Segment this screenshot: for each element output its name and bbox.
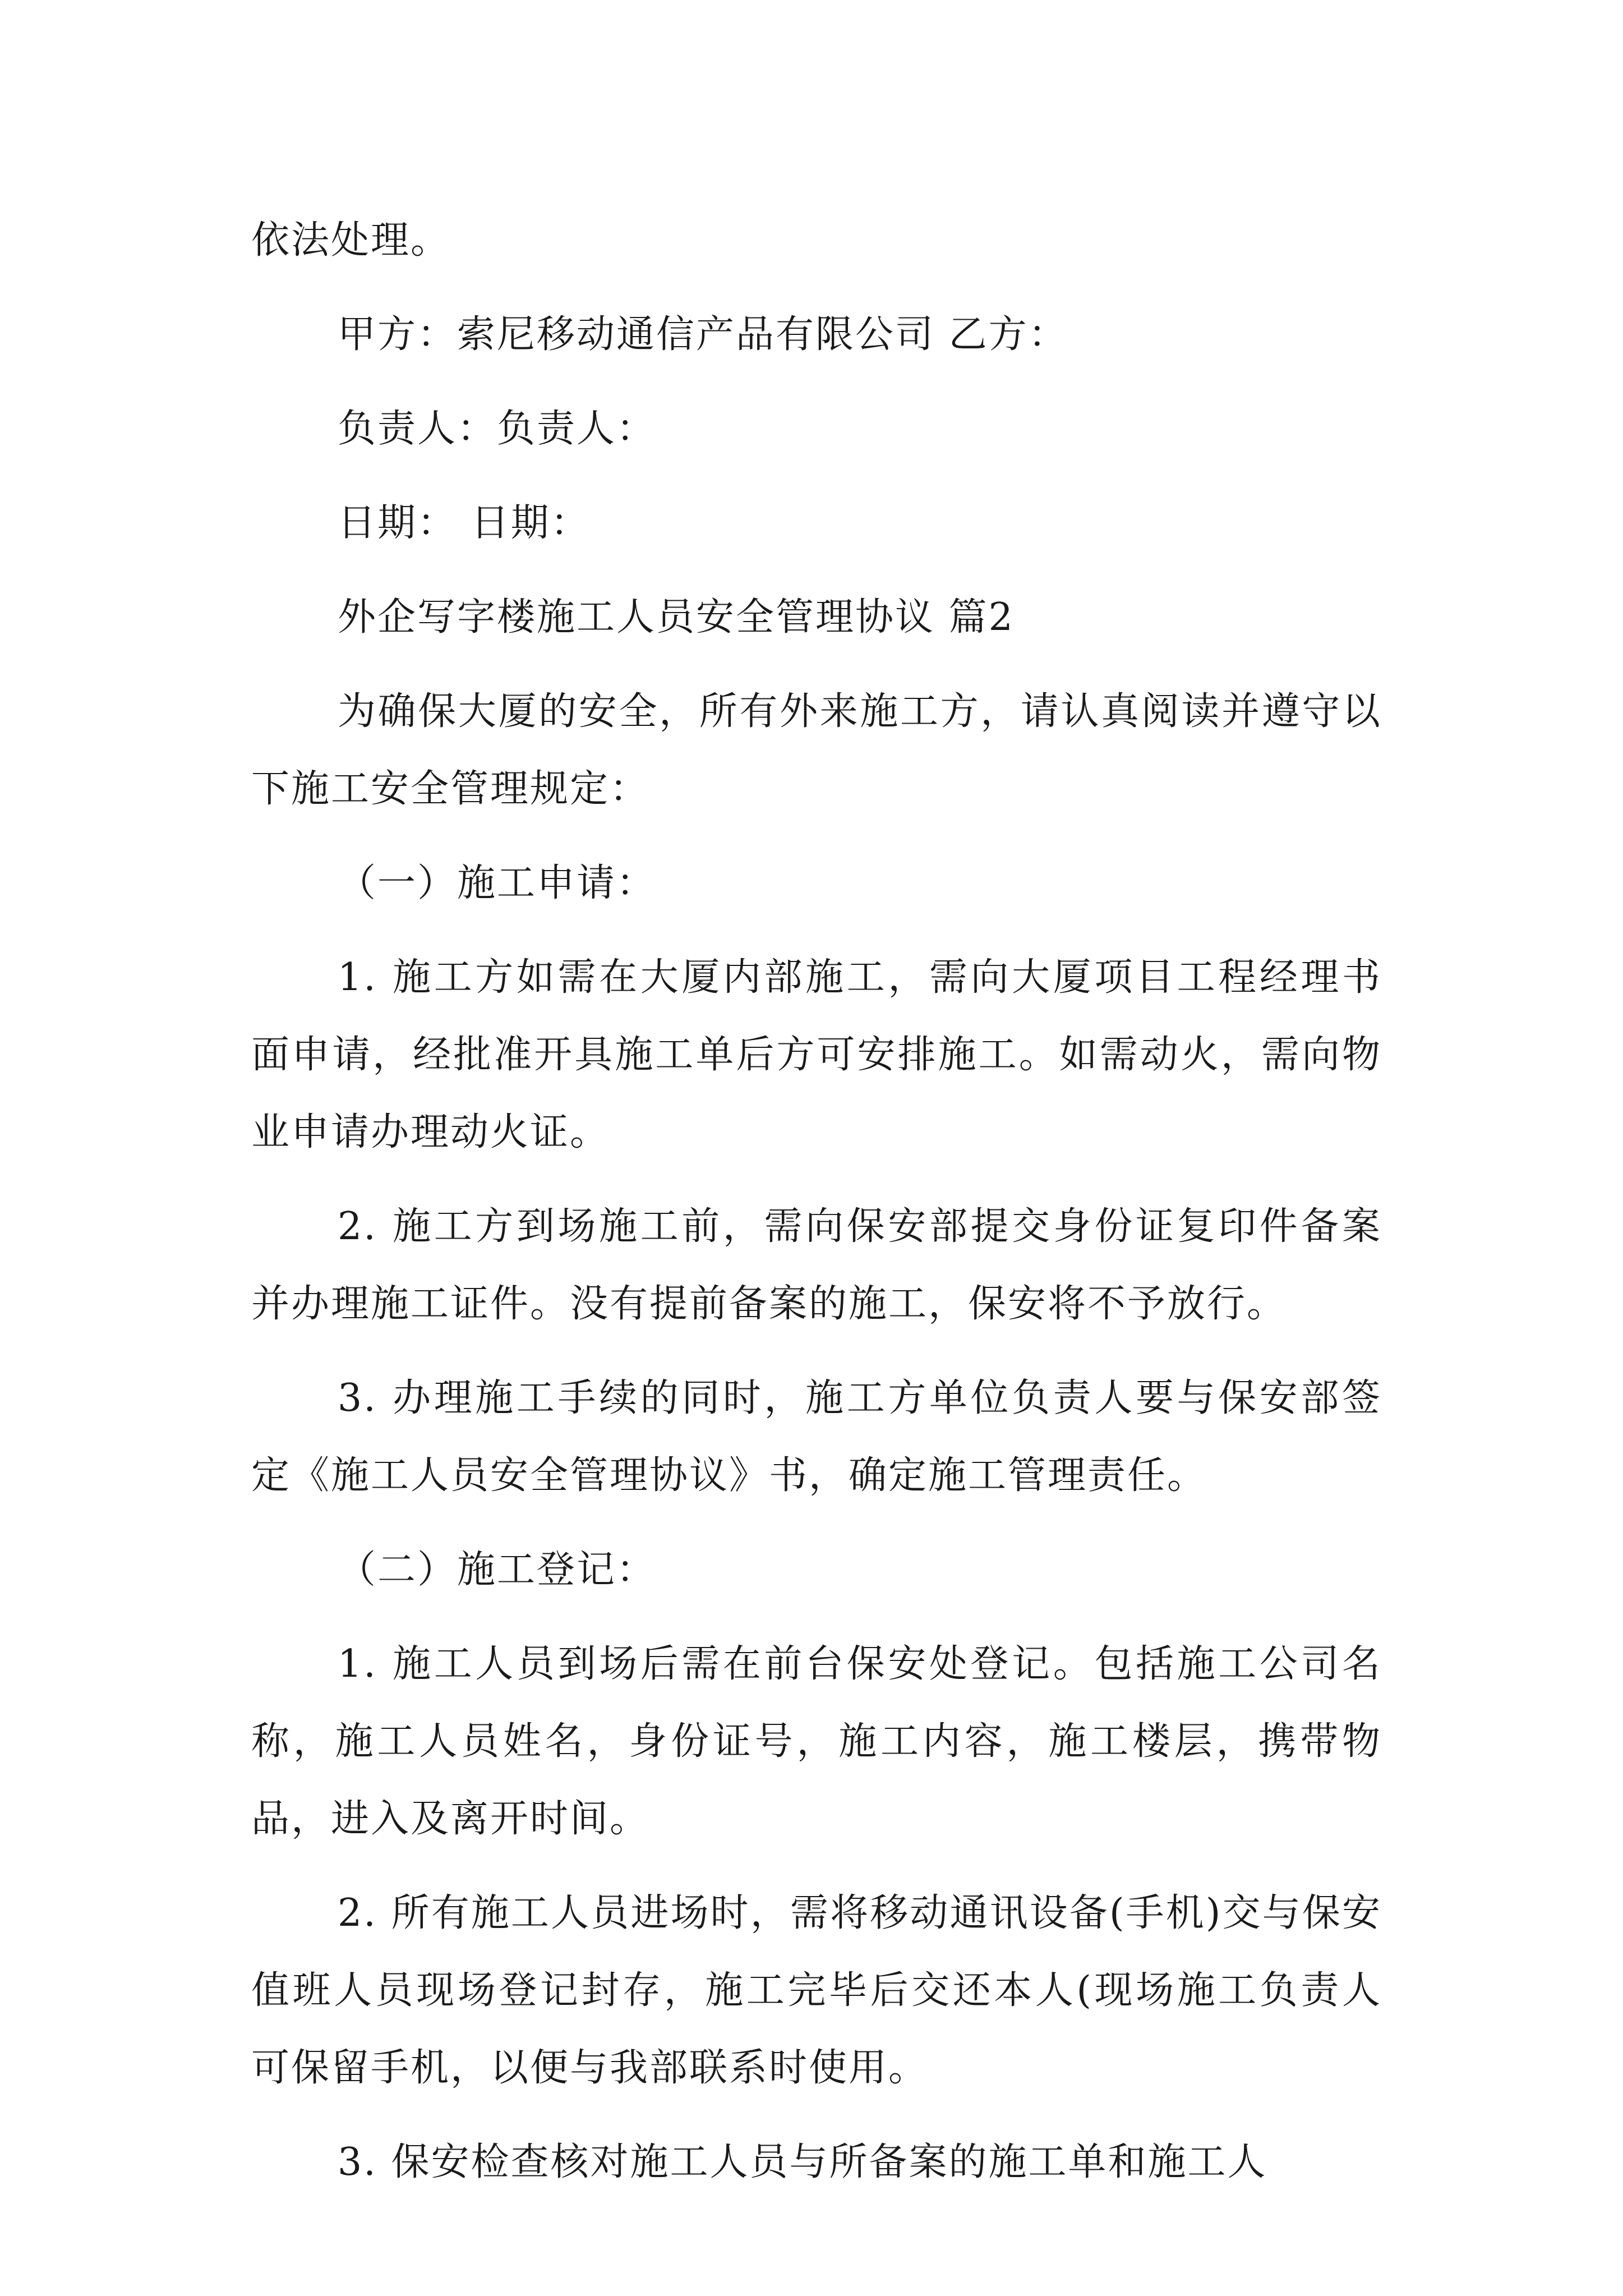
paragraph-10: 3. 办理施工手续的同时，施工方单位负责人要与保安部签定《施工人员安全管理协议》书，确定施工管理责任。: [251, 1376, 1382, 1498]
document-page: [251, 202, 1382, 2218]
paragraph-13: 2. 所有施工人员进场时，需将移动通讯设备(手机)交与保安值班人员现场登记封存，施工完毕后交还本人(现场施工负责人可保留手机，以便与我部联系时使用。: [251, 1891, 1382, 2090]
paragraph-14: 3. 保安检查核对施工人员与所备案的施工单和施工人: [338, 2140, 1267, 2184]
heading-construction-application: （一）施工申请：: [338, 861, 657, 905]
paragraph-12: 1. 施工人员到场后需在前台保安处登记。包括施工公司名称，施工人员姓名，身份证号，施工内容，施工楼层，携带物品，进入及离开时间。: [251, 1642, 1382, 1841]
paragraph-6: 为确保大厦的安全，所有外来施工方，请认真阅读并遵守以下施工安全管理规定：: [251, 689, 1382, 811]
paragraph-1: 依法处理。: [251, 218, 451, 263]
heading-construction-registration: （二）施工登记：: [338, 1548, 657, 1592]
paragraph-3: 负责人：负责人：: [338, 407, 657, 451]
paragraph-4: 日期： 日期：: [338, 501, 591, 545]
section-title: 外企写字楼施工人员安全管理协议 篇2: [338, 595, 1015, 639]
paragraph-2: 甲方：索尼移动通信产品有限公司 乙方：: [338, 312, 1068, 357]
paragraph-9: 2. 施工方到场施工前，需向保安部提交身份证复印件备案并办理施工证件。没有提前备案的施工，保安将不予放行。: [251, 1204, 1382, 1326]
paragraph-8: 1. 施工方如需在大厦内部施工，需向大厦项目工程经理书面申请，经批准开具施工单后方可安排施工。如需动火，需向物业申请办理动火证。: [251, 955, 1382, 1154]
